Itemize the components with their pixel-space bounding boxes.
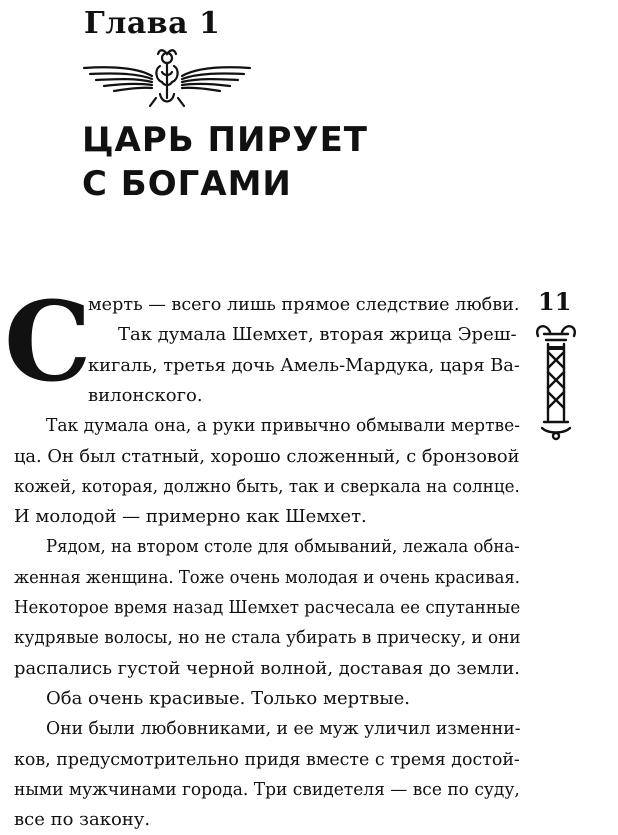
- text-line: Оба очень красивые. Только мертвые.: [46, 687, 410, 709]
- text-line: ков, предусмотрительно придя вместе с тремя достой-: [14, 748, 520, 770]
- text-line: Некоторое время назад Шемхет расчесала ее спутанные: [14, 597, 521, 618]
- text-line: ца. Он был статный, хорошо сложенный, с бронзовой: [14, 445, 520, 467]
- text-line: распались густой черной волной, доставая до земли.: [14, 657, 520, 679]
- text-line: кигаль, третья дочь Амель-Мардука, царя Ва-: [88, 354, 520, 376]
- chapter-title-line-2: С БОГАМИ: [82, 164, 292, 204]
- text-line: кожей, которая, должно быть, так и сверкала на солнце.: [14, 475, 520, 497]
- text-line: ными мужчинами города. Три свидетеля — все по суду,: [14, 778, 520, 800]
- drop-cap: С: [4, 277, 92, 406]
- text-line: Так думала она, а руки привычно обмывали мертве-: [46, 415, 521, 437]
- text-line: Рядом, на втором столе для обмываний, лежала обна-: [46, 536, 520, 558]
- text-line: Они были любовниками, и ее муж уличил изменни-: [46, 718, 521, 740]
- text-line: все по закону.: [14, 809, 151, 831]
- text-line: женная женщина. Тоже очень молодая и очень красивая.: [14, 566, 520, 588]
- winged-sun-ornament-icon: [78, 46, 256, 110]
- chapter-title-line-1: ЦАРЬ ПИРУЕТ: [82, 120, 368, 160]
- text-line: Так думала Шемхет, вторая жрица Эреш-: [118, 324, 517, 346]
- column-ornament-icon: [532, 322, 580, 442]
- text-line: вилонского.: [88, 384, 203, 406]
- text-line: И молодой — примерно как Шемхет.: [14, 506, 367, 528]
- text-line: мерть — всего лишь прямое следствие любви.: [88, 294, 520, 315]
- text-line: кудрявые волосы, но не стала убирать в прическу, и они: [14, 627, 521, 649]
- page-number: 11: [538, 287, 572, 316]
- chapter-label: Глава 1: [84, 6, 221, 41]
- chapter-title: [82, 118, 368, 206]
